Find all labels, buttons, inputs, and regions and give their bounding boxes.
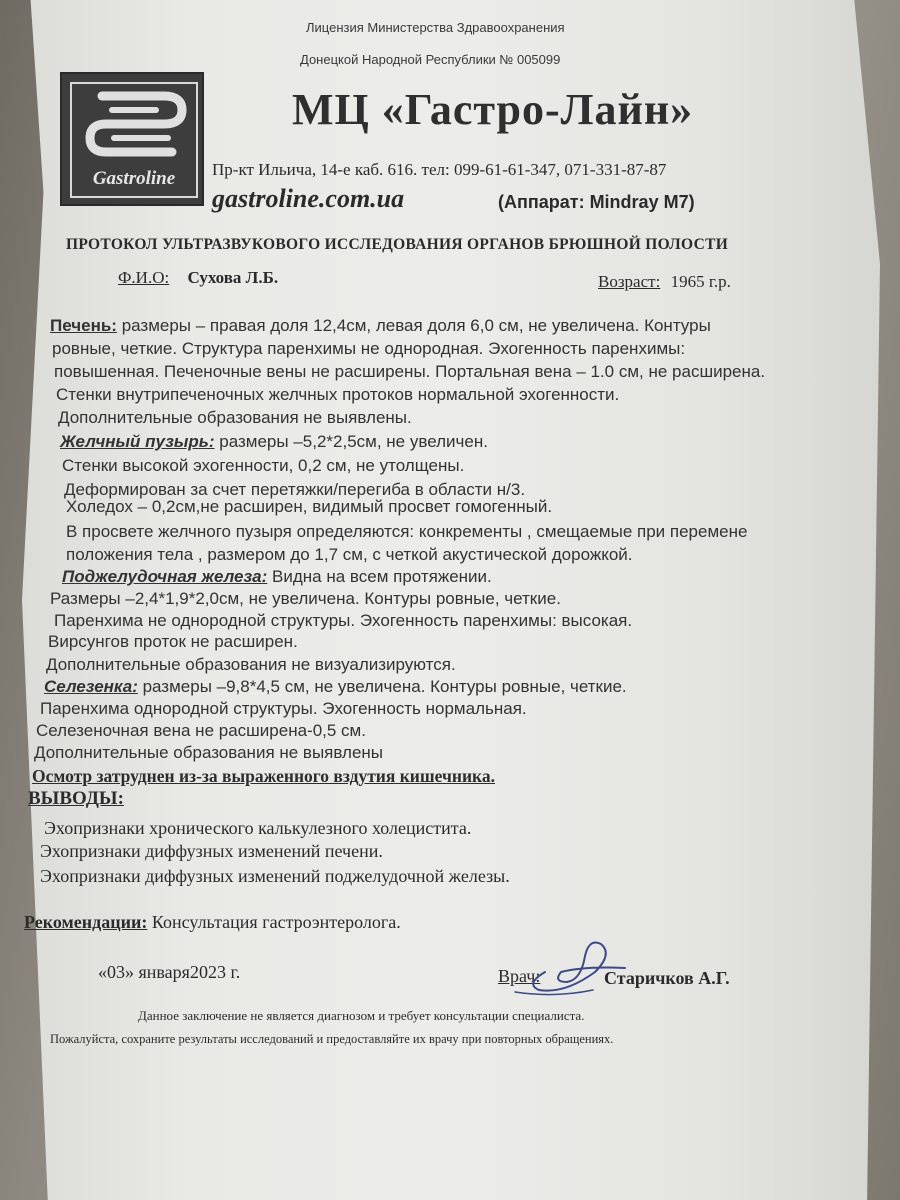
gallbladder-line-1 xyxy=(60,432,488,452)
report-date: «03» января2023 г. xyxy=(98,962,241,982)
license-line-2: Донецкой Народной Республики № 005099 xyxy=(300,52,561,67)
gallbladder-line-5: В просвете желчного пузыря определяются: конкременты , смещаемые при перемене xyxy=(66,522,748,541)
pancreas-line-3: Паренхима не однородной структуры. Эхогенность паренхимы: высокая. xyxy=(54,611,633,630)
liver-line-2: ровные, четкие. Структура паренхимы не однородная. Эхогенность паренхимы: xyxy=(52,339,686,358)
pancreas-line-5: Дополнительные образования не визуализируются. xyxy=(46,655,456,674)
license-line-1: Лицензия Министерства Здравоохранения xyxy=(306,20,565,35)
disclaimer: Данное заключение не является диагнозом и требует консультации специалиста. xyxy=(138,1008,585,1023)
clinic-address: Пр-кт Ильича, 14-е каб. 616. тел: 099-61-61-347, 071-331-87-87 xyxy=(212,160,667,179)
spleen-line-3: Селезеночная вена не расширена-0,5 см. xyxy=(36,721,366,740)
gallbladder-line-4: Холедох – 0,2см,не расширен, видимый просвет гомогенный. xyxy=(66,497,553,516)
pancreas-label: Поджелудочная железа: xyxy=(62,567,268,586)
pancreas-line-1 xyxy=(62,567,492,587)
exam-note: Осмотр затруднен из-за выраженного вздутия кишечника. xyxy=(32,766,495,786)
recommendations-row xyxy=(24,912,401,933)
conclusion-3: Эхопризнаки диффузных изменений поджелудочной железы. xyxy=(40,866,510,886)
recommendations-label: Рекомендации: xyxy=(24,912,148,932)
age-label: Возраст: xyxy=(598,272,661,291)
gallbladder-line-6: положения тела , размером до 1,7 см, с четкой акустической дорожкой. xyxy=(66,545,633,564)
protocol-title: ПРОТОКОЛ УЛЬТРАЗВУКОВОГО ИССЛЕДОВАНИЯ ОРГАНОВ БРЮШНОЙ ПОЛОСТИ xyxy=(66,236,729,253)
conclusion-2: Эхопризнаки диффузных изменений печени. xyxy=(40,841,383,861)
gastroline-logo xyxy=(60,72,204,206)
pancreas-text-1: Видна на всем протяжении. xyxy=(267,567,492,586)
patient-name-row xyxy=(118,268,278,288)
gallbladder-text-1: размеры –5,2*2,5см, не увеличен. xyxy=(214,432,488,451)
device-label: (Аппарат: Mindray M7) xyxy=(498,192,695,212)
liver-line-4: Стенки внутрипеченочных желчных протоков нормальной эхогенности. xyxy=(56,385,620,404)
logo-text: Gastroline xyxy=(92,168,176,189)
liver-label: Печень: xyxy=(50,316,117,335)
spleen-line-4: Дополнительные образования не выявлены xyxy=(34,743,384,762)
clinic-name: МЦ «Гастро-Лайн» xyxy=(292,85,694,134)
liver-line-3: повышенная. Печеночные вены не расширены. Портальная вена – 1.0 см, не расширена. xyxy=(54,362,766,381)
conclusion-1: Эхопризнаки хронического калькулезного холецистита. xyxy=(44,818,472,838)
recommendations-value: Консультация гастроэнтеролога. xyxy=(147,912,401,932)
spleen-line-1 xyxy=(44,677,627,697)
pancreas-line-2: Размеры –2,4*1,9*2,0см, не увеличена. Контуры ровные, четкие. xyxy=(50,589,561,608)
doctor-signature xyxy=(505,932,645,1002)
gallbladder-line-3: Деформирован за счет перетяжки/перегиба в области н/3. xyxy=(64,480,526,499)
conclusions-label: ВЫВОДЫ: xyxy=(28,788,124,809)
liver-line-5: Дополнительные образования не выявлены. xyxy=(58,408,412,427)
age-value: 1965 г.р. xyxy=(670,272,731,291)
name-label: Ф.И.О: xyxy=(118,268,170,287)
request-note: Пожалуйста, сохраните результаты исследований и предоставляйте их врачу при повторных обращениях. xyxy=(50,1032,614,1046)
liver-text-1: размеры – правая доля 12,4см, левая доля 6,0 см, не увеличена. Контуры xyxy=(116,316,711,335)
spleen-label: Селезенка: xyxy=(44,677,138,696)
patient-age-row xyxy=(598,272,731,292)
clinic-website: gastroline.com.ua xyxy=(212,184,405,213)
doctor-label: Врач: xyxy=(498,966,541,986)
gallbladder-label: Желчный пузырь: xyxy=(60,432,215,451)
liver-line-1 xyxy=(50,316,711,336)
doctor-name: Старичков А.Г. xyxy=(604,968,730,988)
spleen-text-1: размеры –9,8*4,5 см, не увеличена. Контуры ровные, четкие. xyxy=(137,677,627,696)
intestine-logo-icon xyxy=(72,84,196,168)
spleen-line-2: Паренхима однородной структуры. Эхогенность нормальная. xyxy=(40,699,527,718)
name-value: Сухова Л.Б. xyxy=(187,268,279,287)
pancreas-line-4: Вирсунгов проток не расширен. xyxy=(48,632,298,651)
gallbladder-line-2: Стенки высокой эхогенности, 0,2 см, не утолщены. xyxy=(62,456,465,475)
